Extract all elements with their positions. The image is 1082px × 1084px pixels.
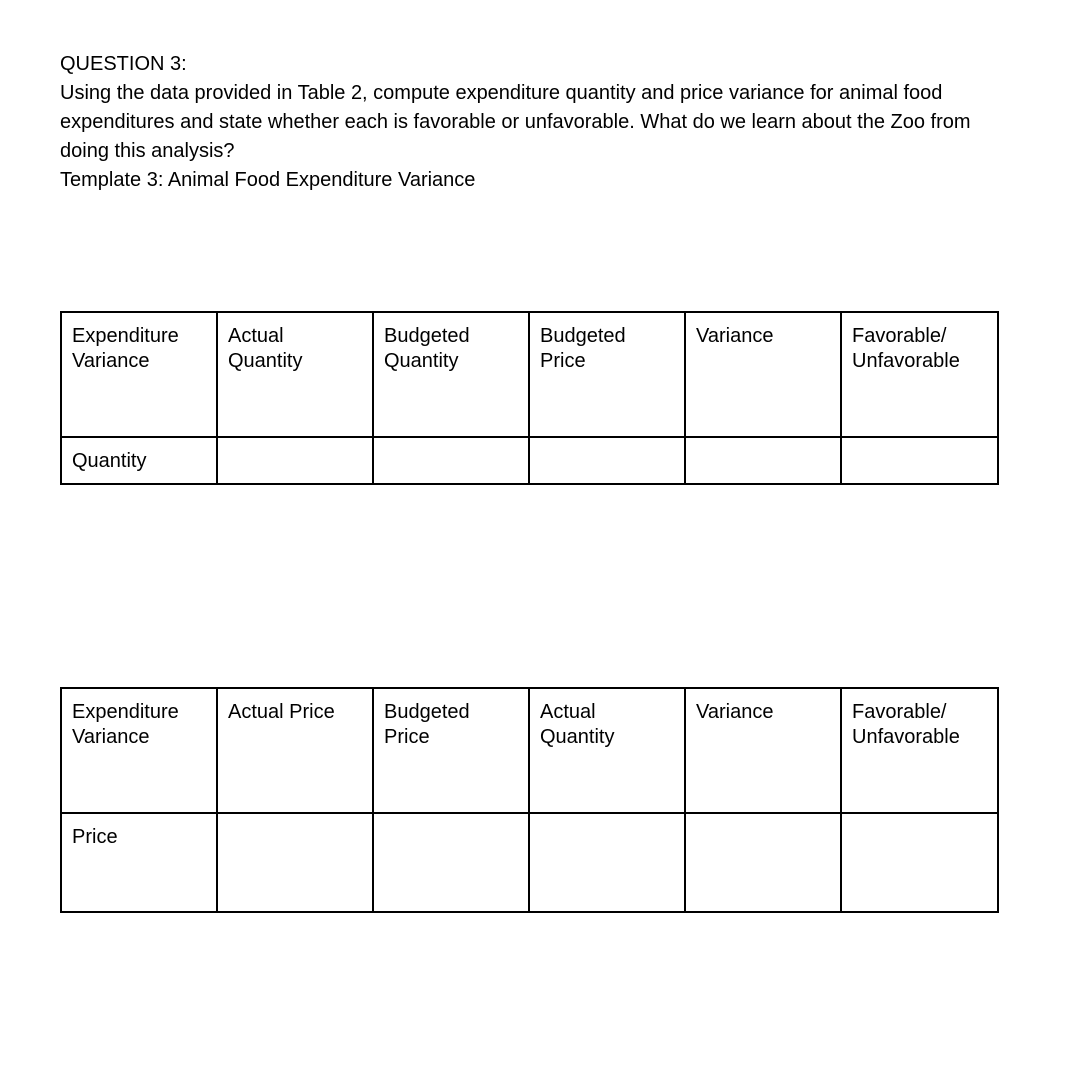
cell-variance[interactable] [685, 437, 841, 484]
header-budgeted-price: Budgeted Price [529, 312, 685, 437]
header-favorable-unfavorable: Favorable/ Unfavorable [841, 312, 998, 437]
row-label-price: Price [61, 813, 217, 912]
question-heading: QUESTION 3: [60, 53, 187, 75]
cell-budgeted-price[interactable] [373, 813, 529, 912]
header-favorable-unfavorable: Favorable/ Unfavorable [841, 688, 998, 813]
quantity-variance-table [60, 311, 999, 485]
table-row [61, 813, 998, 912]
cell-actual-quantity[interactable] [217, 437, 373, 484]
cell-budgeted-price[interactable] [529, 437, 685, 484]
header-budgeted-quantity: Budgeted Quantity [373, 312, 529, 437]
price-variance-table [60, 687, 999, 913]
header-expenditure-variance: Expenditure Variance [61, 688, 217, 813]
template-title: Template 3: Animal Food Expenditure Variance [60, 169, 476, 191]
cell-actual-quantity[interactable] [529, 813, 685, 912]
cell-budgeted-quantity[interactable] [373, 437, 529, 484]
header-variance: Variance [685, 312, 841, 437]
header-variance: Variance [685, 688, 841, 813]
header-actual-quantity: Actual Quantity [217, 312, 373, 437]
header-budgeted-price: Budgeted Price [373, 688, 529, 813]
header-actual-price: Actual Price [217, 688, 373, 813]
cell-favorable-unfavorable[interactable] [841, 813, 998, 912]
question-block [60, 50, 1020, 195]
table-header-row [61, 312, 998, 437]
cell-favorable-unfavorable[interactable] [841, 437, 998, 484]
header-expenditure-variance: Expenditure Variance [61, 312, 217, 437]
table-row [61, 437, 998, 484]
cell-actual-price[interactable] [217, 813, 373, 912]
cell-variance[interactable] [685, 813, 841, 912]
question-body: Using the data provided in Table 2, compute expenditure quantity and price variance for animal food expenditures and state whether each is favorable or unfavorable. What do we learn about the Zoo from doing this analysis? [60, 82, 971, 162]
row-label-quantity: Quantity [61, 437, 217, 484]
table-header-row [61, 688, 998, 813]
header-actual-quantity: Actual Quantity [529, 688, 685, 813]
